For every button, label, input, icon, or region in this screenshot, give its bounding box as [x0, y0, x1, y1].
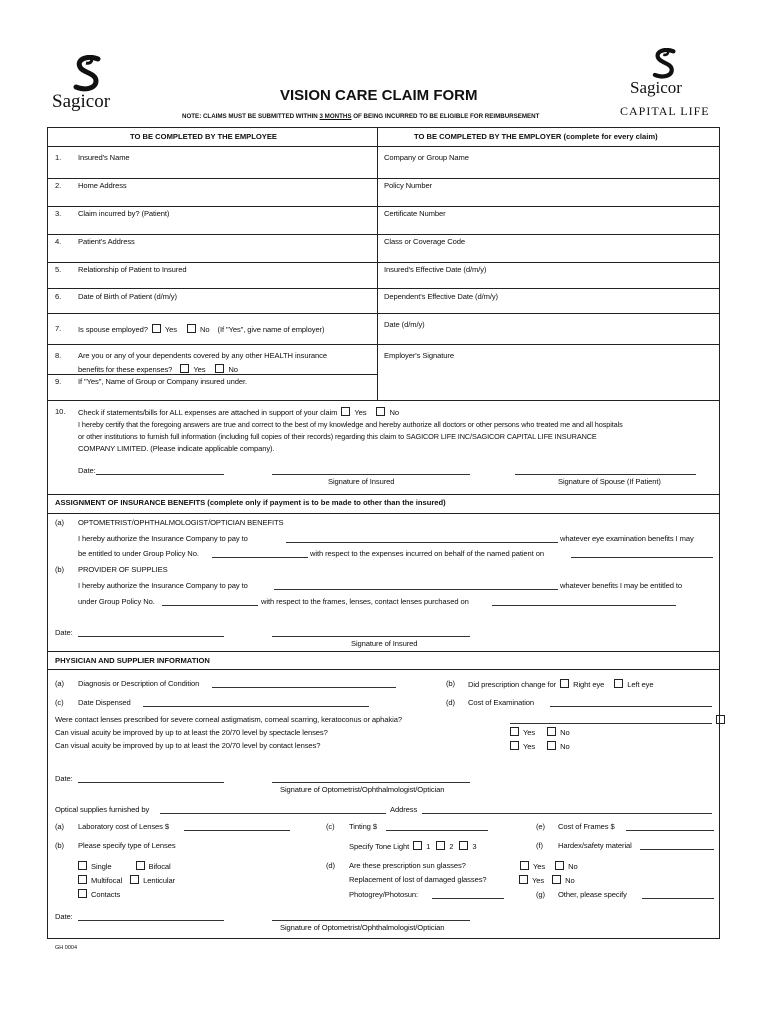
q10-sig-insured-label: Signature of Insured	[328, 477, 395, 486]
replace-yes-checkbox[interactable]	[519, 875, 528, 884]
employee-row-2-label[interactable]: Home Address	[78, 181, 127, 190]
q10-insured-signature-field[interactable]	[272, 474, 470, 475]
contact-lens-question: Were contact lenses prescribed for severe corneal astigmatism, corneal scarring, keratoconus or aphakia?	[55, 715, 402, 724]
q7-label: Is spouse employed?	[78, 325, 148, 334]
submission-note	[182, 113, 539, 120]
physician-date-label-2: Date:	[55, 912, 73, 921]
assignment-b-line1-end: whatever benefits I may be entitled to	[560, 581, 682, 590]
employee-row-3-label[interactable]: Claim incurred by? (Patient)	[78, 209, 170, 218]
sun-no-checkbox[interactable]	[555, 861, 564, 870]
sunglasses-yes-no	[518, 861, 578, 871]
employee-row-4-label[interactable]: Patient's Address	[78, 237, 135, 246]
frames-label: Cost of Frames $	[558, 822, 615, 831]
other-label: Other, please specify	[558, 890, 627, 899]
replace-yes-label: Yes	[532, 876, 545, 885]
assignment-a-line2-mid: with respect to the expenses incurred on behalf of the named patient on	[310, 549, 544, 558]
address-label: Address	[390, 805, 418, 814]
optical-supplies-label: Optical supplies furnished by	[55, 805, 150, 814]
employer-signature-label[interactable]: Employer's Signature	[384, 351, 454, 360]
optical-supplies-field[interactable]	[160, 813, 386, 814]
tone-2-label: 2	[449, 842, 454, 851]
tinting-label: Tinting $	[349, 822, 377, 831]
assignment-sig-insured-label: Signature of Insured	[351, 639, 418, 648]
q7-yes-label: Yes	[164, 325, 177, 334]
assignment-heading: ASSIGNMENT OF INSURANCE BENEFITS (complete only if payment is to be made to other than the insured)	[55, 498, 446, 507]
employer-row-4-label[interactable]: Class or Coverage Code	[384, 237, 465, 246]
lens-options-row-1	[76, 861, 171, 871]
assignment-date-field[interactable]	[78, 636, 224, 637]
physician-c-label: (c)	[55, 698, 64, 707]
form-frame	[47, 127, 720, 939]
logo-left-text: Sagicor	[52, 91, 111, 112]
sun-no-label: No	[568, 862, 578, 871]
other-field[interactable]	[642, 898, 714, 899]
q10-date-label: Date:	[78, 466, 96, 475]
note-emphasis: 3 MONTHS	[319, 113, 352, 120]
q7-no-checkbox[interactable]	[187, 324, 196, 333]
form-title: VISION CARE CLAIM FORM	[280, 87, 478, 104]
q8-yes-checkbox[interactable]	[180, 364, 189, 373]
employee-row-3-num: 3.	[55, 209, 62, 218]
single-checkbox[interactable]	[78, 861, 87, 870]
q8-line1: Are you or any of your dependents covered by any other HEALTH insurance	[78, 351, 327, 360]
hardex-index: (f)	[536, 841, 543, 850]
employee-row-1-num: 1.	[55, 153, 62, 162]
contacts-checkbox[interactable]	[78, 889, 87, 898]
contact-lens-checkbox[interactable]	[716, 715, 725, 724]
spectacle-yes-no	[508, 727, 570, 737]
employer-row-3-label[interactable]: Certificate Number	[384, 209, 446, 218]
assignment-b-line1-start: I hereby authorize the Insurance Company to pay to	[78, 581, 248, 590]
assignment-b-payee-field[interactable]	[274, 589, 558, 590]
employer-row-6-label[interactable]: Dependent's Effective Date (d/m/y)	[384, 292, 498, 301]
photogrey-label: Photogrey/Photosun:	[349, 890, 419, 899]
physician-date-field-2[interactable]	[78, 920, 224, 921]
assignment-b-line2-start: under Group Policy No.	[78, 597, 155, 606]
left-eye-label: Left eye	[627, 680, 654, 689]
logo-right-name: Sagicor	[630, 78, 682, 97]
employee-row-5-num: 5.	[55, 265, 62, 274]
cost-exam-field[interactable]	[550, 706, 712, 707]
q9-label[interactable]: If "Yes", Name of Group or Company insured under.	[78, 377, 248, 386]
physician-heading: PHYSICIAN AND SUPPLIER INFORMATION	[55, 656, 210, 665]
assignment-a-title: OPTOMETRIST/OPHTHALMOLOGIST/OPTICIAN BENEFITS	[78, 518, 284, 527]
assignment-a-label: (a)	[55, 518, 64, 527]
sunglasses-question: Are these prescription sun glasses?	[349, 861, 466, 870]
lens-options-row-3	[76, 889, 120, 899]
lab-cost-index: (a)	[55, 822, 64, 831]
sagicor-s-icon	[68, 55, 108, 93]
employer-row-1-label[interactable]: Company or Group Name	[384, 153, 469, 162]
assignment-a-line2-start: be entitled to under Group Policy No.	[78, 549, 199, 558]
employee-row-2-num: 2.	[55, 181, 62, 190]
physician-date-field[interactable]	[78, 782, 224, 783]
optometrist-signature-field-2[interactable]	[272, 920, 470, 921]
right-eye-label: Right eye	[573, 680, 605, 689]
bifocal-checkbox[interactable]	[136, 861, 145, 870]
q7-no-label: No	[200, 325, 210, 334]
cost-exam-label: Cost of Examination	[468, 698, 535, 707]
assignment-date-label: Date:	[55, 628, 73, 637]
sun-yes-checkbox[interactable]	[520, 861, 529, 870]
tone-light-label: Specify Tone Light	[349, 842, 410, 851]
replacement-question: Replacement of lost of damaged glasses?	[349, 875, 487, 884]
spectacle-yes-label: Yes	[523, 728, 536, 737]
q10-no-label: No	[389, 408, 399, 417]
q10-no-checkbox[interactable]	[376, 407, 385, 416]
diagnosis-field[interactable]	[212, 687, 396, 688]
q8-line2: benefits for these expenses?	[78, 365, 173, 374]
date-dispensed-label: Date Dispensed	[78, 698, 131, 707]
q7-note: (If "Yes", give name of employer)	[217, 325, 325, 334]
replace-no-checkbox[interactable]	[552, 875, 561, 884]
employer-row-2-label[interactable]: Policy Number	[384, 181, 433, 190]
contact-lenses-yes-no	[508, 741, 570, 751]
sagicor-logo-left	[52, 55, 132, 115]
multifocal-label: Multifocal	[91, 876, 123, 885]
q10-yes-checkbox[interactable]	[341, 407, 350, 416]
q7-num: 7.	[55, 324, 62, 333]
physician-d-label: (d)	[446, 698, 455, 707]
assignment-a-line1-start: I hereby authorize the Insurance Company to pay to	[78, 534, 248, 543]
q7-row	[78, 324, 324, 334]
assignment-a-policy-field[interactable]	[212, 557, 308, 558]
lenticular-checkbox[interactable]	[130, 875, 139, 884]
frames-field[interactable]	[626, 830, 714, 831]
contacts-label: Contacts	[91, 890, 121, 899]
q10-yes-label: Yes	[354, 408, 367, 417]
sig-optometrist-label-2: Signature of Optometrist/Ophthalmologist/Optician	[280, 923, 445, 932]
replace-no-label: No	[565, 876, 575, 885]
left-eye-checkbox[interactable]	[614, 679, 623, 688]
contact-lenses-question: Can visual acuity be improved by up to at least the 20/70 level by contact lenses?	[55, 741, 321, 750]
contact-yes-label: Yes	[523, 742, 536, 751]
q8-yes-label: Yes	[193, 365, 206, 374]
lens-type-index: (b)	[55, 841, 64, 850]
frames-index: (e)	[536, 822, 545, 831]
q8-no-label: No	[228, 365, 238, 374]
assignment-a-payee-field[interactable]	[286, 542, 558, 543]
optometrist-signature-field-1[interactable]	[272, 782, 470, 783]
q8-no-checkbox[interactable]	[215, 364, 224, 373]
tone-1-checkbox[interactable]	[413, 841, 422, 850]
employee-row-6-label[interactable]: Date of Birth of Patient (d/m/y)	[78, 292, 177, 301]
prescription-change-label: Did prescription change for	[468, 680, 557, 689]
spectacle-no-checkbox[interactable]	[547, 727, 556, 736]
q7-yes-checkbox[interactable]	[152, 324, 161, 333]
tinting-field[interactable]	[386, 830, 488, 831]
sunglasses-index: (d)	[326, 861, 335, 870]
q10-line4: COMPANY LIMITED. (Please indicate applicable company).	[78, 444, 275, 453]
tinting-index: (c)	[326, 822, 335, 831]
lenticular-label: Lenticular	[143, 876, 176, 885]
tone-1-label: 1	[426, 842, 431, 851]
lab-cost-label: Laboratory cost of Lenses $	[78, 822, 170, 831]
sagicor-s-icon-right	[648, 48, 682, 80]
prescription-change-row	[468, 679, 654, 689]
contact-no-checkbox[interactable]	[547, 741, 556, 750]
q10-line3: or other institutions to furnish full information (including full copies of their records) regarding this claim to SAGICOR LIFE INC/SAGICOR CAPITAL LIFE INSURANCE	[78, 432, 597, 441]
assignment-a-date-field[interactable]	[571, 557, 713, 558]
diagnosis-label: Diagnosis or Description of Condition	[78, 679, 200, 688]
q10-line1-row	[78, 407, 399, 417]
address-field[interactable]	[422, 813, 712, 814]
physician-a-label: (a)	[55, 679, 64, 688]
assignment-b-line2-mid: with respect to the frames, lenses, contact lenses purchased on	[261, 597, 469, 606]
single-label: Single	[91, 862, 112, 871]
lens-type-label: Please specify type of Lenses	[78, 841, 176, 850]
sun-yes-label: Yes	[533, 862, 546, 871]
hardex-label: Hardex/safety material	[558, 841, 632, 850]
tone-3-label: 3	[472, 842, 477, 851]
lens-options-row-2	[76, 875, 175, 885]
photogrey-field[interactable]	[432, 898, 504, 899]
q8-line2-row	[78, 364, 238, 374]
assignment-a-line1-end: whatever eye examination benefits I may	[560, 534, 694, 543]
tone-3-checkbox[interactable]	[459, 841, 468, 850]
q10-spouse-signature-field[interactable]	[515, 474, 696, 475]
employee-row-5-label[interactable]: Relationship of Patient to Insured	[78, 265, 187, 274]
assignment-b-date-field[interactable]	[492, 605, 676, 606]
sagicor-logo-right	[620, 48, 720, 120]
multifocal-checkbox[interactable]	[78, 875, 87, 884]
sig-optometrist-label-1: Signature of Optometrist/Ophthalmologist/Optician	[280, 785, 445, 794]
physician-date-label: Date:	[55, 774, 73, 783]
spectacle-question: Can visual acuity be improved by up to at least the 20/70 level by spectacle lenses?	[55, 728, 328, 737]
tone-light-row	[349, 841, 477, 851]
assignment-b-label: (b)	[55, 565, 64, 574]
contact-yes-checkbox[interactable]	[510, 741, 519, 750]
employer-row-7-label[interactable]: Date (d/m/y)	[384, 320, 425, 329]
q10-line1: Check if statements/bills for ALL expenses are attached in support of your claim	[78, 408, 338, 417]
lab-cost-field[interactable]	[184, 830, 290, 831]
q8-num: 8.	[55, 351, 62, 360]
q9-num: 9.	[55, 377, 62, 386]
employer-row-5-label[interactable]: Insured's Effective Date (d/m/y)	[384, 265, 487, 274]
replacement-yes-no	[517, 875, 575, 885]
note-suffix: OF BEING INCURRED TO BE ELIGIBLE FOR REIMBURSEMENT	[351, 113, 540, 120]
bifocal-label: Bifocal	[148, 862, 171, 871]
q10-sig-spouse-label: Signature of Spouse (If Patient)	[558, 477, 661, 486]
note-prefix: NOTE: CLAIMS MUST BE SUBMITTED WITHIN	[182, 113, 320, 120]
spectacle-yes-checkbox[interactable]	[510, 727, 519, 736]
employee-row-6-num: 6.	[55, 292, 62, 301]
employee-row-4-num: 4.	[55, 237, 62, 246]
q10-num: 10.	[55, 407, 66, 416]
contact-no-label: No	[560, 742, 570, 751]
assignment-b-title: PROVIDER OF SUPPLIES	[78, 565, 168, 574]
other-index: (g)	[536, 890, 545, 899]
q10-line2: I hereby certify that the foregoing answers are true and correct to the best of my knowledge and hereby authorize all doctors or other persons who treated me and all hospitals	[78, 420, 623, 429]
right-eye-checkbox[interactable]	[560, 679, 569, 688]
logo-right-sub: CAPITAL LIFE	[620, 104, 710, 118]
contact-lens-answer-field[interactable]	[510, 723, 712, 724]
employer-heading: TO BE COMPLETED BY THE EMPLOYER (complete for every claim)	[414, 132, 658, 141]
tone-2-checkbox[interactable]	[436, 841, 445, 850]
date-dispensed-field[interactable]	[143, 706, 369, 707]
assignment-signature-field[interactable]	[272, 636, 470, 637]
spectacle-no-label: No	[560, 728, 570, 737]
q10-date-field[interactable]	[96, 474, 224, 475]
hardex-field[interactable]	[640, 849, 714, 850]
employee-heading: TO BE COMPLETED BY THE EMPLOYEE	[130, 132, 277, 141]
assignment-b-policy-field[interactable]	[162, 605, 258, 606]
employee-row-1-label[interactable]: Insured's Name	[78, 153, 130, 162]
physician-b-label: (b)	[446, 679, 455, 688]
form-code: GH 0004	[55, 945, 78, 951]
